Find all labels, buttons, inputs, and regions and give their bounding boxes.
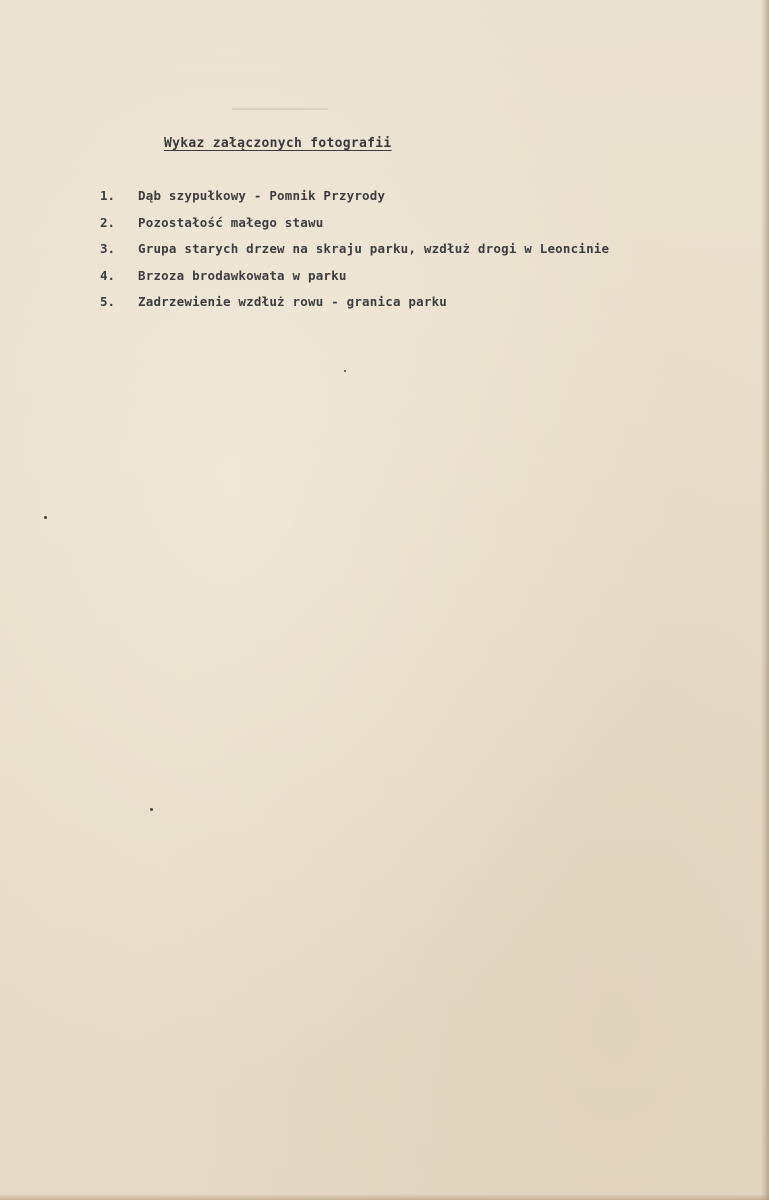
paper-speck — [150, 808, 153, 811]
list-item-text: Zadrzewienie wzdłuż rowu - granica parku — [138, 294, 448, 309]
list-item — [100, 215, 609, 242]
paper-edge-bottom — [0, 1194, 769, 1200]
list-item-text: Dąb szypułkowy - Pomnik Przyrody — [138, 188, 386, 203]
list-item — [100, 241, 609, 268]
photo-list — [100, 188, 609, 321]
paper-speck — [344, 370, 346, 372]
list-item-number: 5. — [100, 294, 116, 309]
list-item-text: Pozostałość małego stawu — [138, 214, 324, 230]
list-item-number: 3. — [100, 241, 116, 256]
paper-speck — [44, 516, 47, 519]
list-item-number: 2. — [100, 214, 116, 230]
list-item-text: Grupa starych drzew na skraju parku, wzdłuż drogi w Leoncinie — [138, 241, 610, 256]
list-item — [100, 268, 609, 295]
list-item-text: Brzoza brodawkowata w parku — [138, 267, 347, 283]
paper-edge-right — [761, 0, 769, 1200]
list-item — [100, 188, 609, 215]
list-item-number: 4. — [100, 267, 116, 283]
faint-mark — [232, 108, 328, 110]
document-title: Wykaz załączonych fotografii — [164, 136, 392, 151]
list-item — [100, 294, 609, 321]
list-item-number: 1. — [100, 188, 116, 203]
